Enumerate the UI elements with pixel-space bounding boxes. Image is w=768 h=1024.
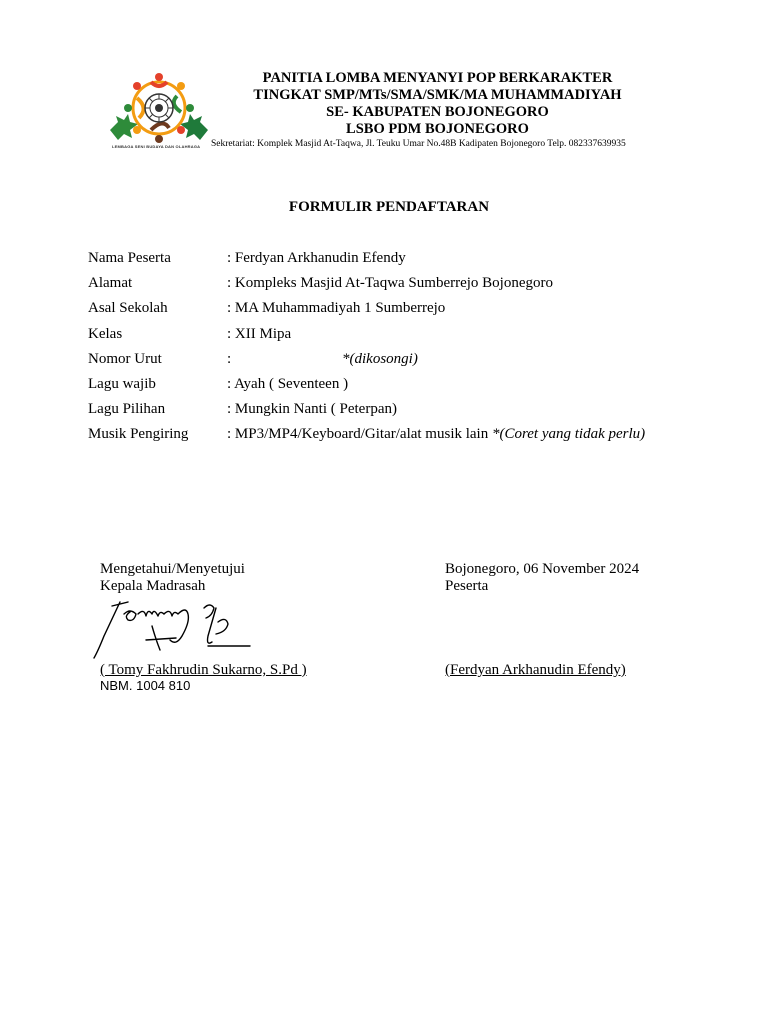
field-value: : Ferdyan Arkhanudin Efendy: [227, 250, 406, 266]
letterhead: [210, 70, 665, 150]
participant-block: [445, 561, 639, 595]
field-label: Nama Peserta: [88, 250, 171, 266]
field-value: : Kompleks Masjid At-Taqwa Sumberrejo Bojonegoro: [227, 275, 553, 292]
field-label: Asal Sekolah: [88, 300, 168, 317]
field-value: : MA Muhammadiyah 1 Sumberrejo: [227, 300, 446, 317]
logo-caption: LEMBAGA SENI BUDAYA DAN OLAHRAGA: [112, 144, 201, 149]
field-value: : Mungkin Nanti ( Peterpan): [227, 401, 397, 418]
handwritten-signature: [90, 596, 260, 666]
lsbo-logo: [108, 70, 210, 152]
field-note: *(dikosongi): [342, 350, 418, 367]
field-value: :: [227, 350, 232, 367]
field-value: : Ayah ( Seventeen ): [227, 375, 349, 392]
headmaster-nbm: NBM. 1004 810: [100, 678, 191, 693]
form-title: FORMULIR PENDAFTARAN: [288, 199, 490, 215]
place-date: Bojonegoro, 06 November 2024: [445, 561, 640, 577]
approval-line-2: Kepala Madrasah: [100, 578, 206, 594]
header-line-4: LSBO PDM BOJONEGORO: [346, 121, 529, 137]
header-line-3: SE- KABUPATEN BOJONEGORO: [326, 104, 549, 120]
field-label: Nomor Urut: [88, 350, 162, 367]
field-value: [227, 425, 645, 443]
field-label: Alamat: [88, 275, 133, 292]
field-label: Lagu Pilihan: [88, 401, 166, 418]
header-line-2: TINGKAT SMP/MTs/SMA/SMK/MA MUHAMMADIYAH: [253, 87, 622, 103]
participant-label: Peserta: [445, 578, 489, 594]
secretariat-address: Sekretariat: Komplek Masjid At-Taqwa, Jl. Teuku Umar No.48B Kadipaten Bojonegoro Telp. 082337639935: [211, 139, 626, 149]
field-note: *(Coret yang tidak perlu): [491, 426, 646, 443]
participant-name: (Ferdyan Arkhanudin Efendy): [445, 662, 626, 678]
approval-block: [100, 561, 245, 595]
header-line-1: PANITIA LOMBA MENYANYI POP BERKARAKTER: [262, 70, 613, 86]
field-label: Musik Pengiring: [88, 426, 189, 443]
field-value-text: : MP3/MP4/Keyboard/Gitar/alat musik lain: [227, 426, 489, 443]
approval-line-1: Mengetahui/Menyetujui: [100, 561, 245, 577]
field-value: : XII Mipa: [227, 325, 292, 342]
field-label: Kelas: [88, 325, 123, 342]
headmaster-name: ( Tomy Fakhrudin Sukarno, S.Pd ): [100, 662, 307, 678]
field-label: Lagu wajib: [88, 375, 156, 392]
